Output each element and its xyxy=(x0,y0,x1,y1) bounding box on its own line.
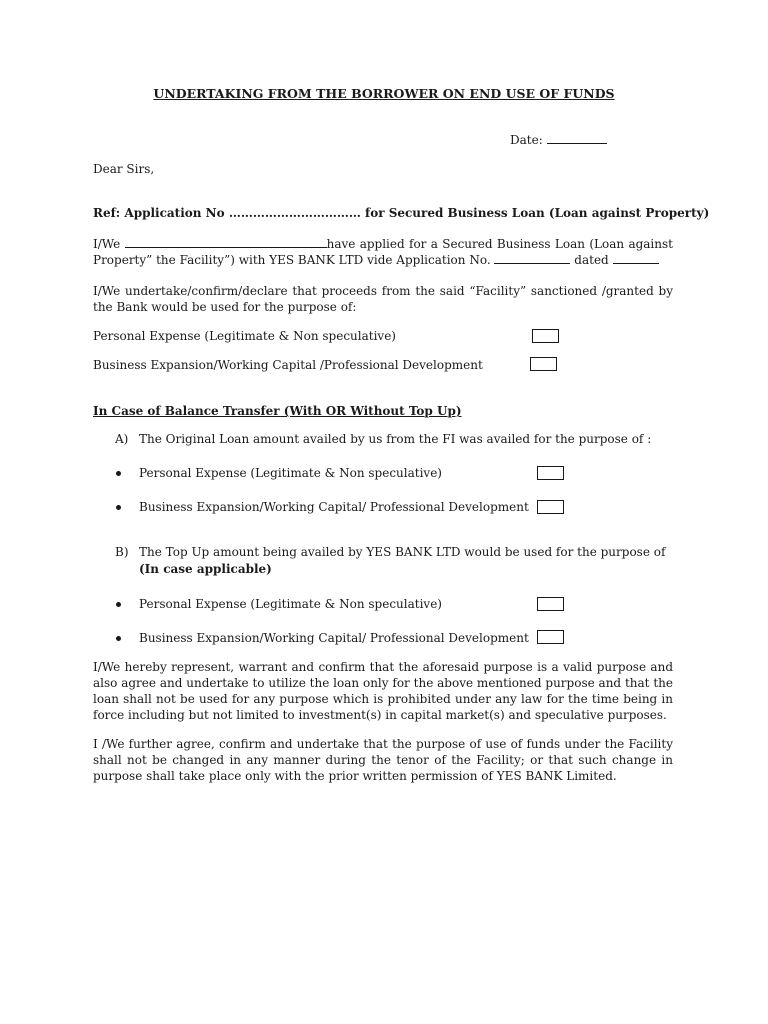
section-b-personal-checkbox[interactable] xyxy=(537,597,564,611)
section-b-text: The Top Up amount being availed by YES BANK LTD would be used for the purpose of xyxy=(139,545,666,559)
salutation: Dear Sirs, xyxy=(93,162,155,176)
dated-blank[interactable] xyxy=(613,252,659,264)
bullet-a1 xyxy=(116,471,121,476)
ref-suffix: for Secured Business Loan (Loan against Property) xyxy=(365,206,710,220)
representation-paragraph: I/We hereby represent, warrant and confirm that the aforesaid purpose is a valid purpose and also agree and undertake to utilize the loan only for the above mentioned purpose and that the loan shall not be used for any purpose which is prohibited under any law for the time being in force including but not limited to investment(s) in capital market(s) and speculative purposes. xyxy=(93,660,673,722)
bullet-b2 xyxy=(116,636,121,641)
section-a-item-personal: Personal Expense (Legitimate & Non speculative) xyxy=(139,466,442,480)
section-a-item-business: Business Expansion/Working Capital/ Professional Development xyxy=(139,500,529,514)
bullet-a2 xyxy=(116,505,121,510)
purpose-business-label: Business Expansion/Working Capital /Professional Development xyxy=(93,358,483,372)
ref-prefix: Ref: Application No xyxy=(93,206,225,220)
date-label: Date: xyxy=(510,133,543,147)
section-b-business-checkbox[interactable] xyxy=(537,630,564,644)
section-a-personal-checkbox[interactable] xyxy=(537,466,564,480)
borrower-paragraph xyxy=(93,236,673,268)
borrower-name-blank[interactable] xyxy=(125,236,327,248)
para1-dated: dated xyxy=(574,253,609,267)
section-a-business-checkbox[interactable] xyxy=(537,500,564,514)
application-number-blank[interactable] xyxy=(494,252,570,264)
purpose-business-checkbox[interactable] xyxy=(530,357,557,371)
section-b-item-business: Business Expansion/Working Capital/ Professional Development xyxy=(139,631,529,645)
para1-mid: have applied for a Secured Business Loan (Loan against Property” the Facility”) with YES BANK LTD vide Application No. xyxy=(93,237,673,267)
section-a-text: The Original Loan amount availed by us from the FI was availed for the purpose of : xyxy=(139,432,652,446)
reference-line xyxy=(93,206,709,220)
date-blank[interactable] xyxy=(547,132,607,144)
balance-transfer-heading: In Case of Balance Transfer (With OR Without Top Up) xyxy=(93,404,462,418)
purpose-personal-label: Personal Expense (Legitimate & Non speculative) xyxy=(93,329,396,343)
date-line xyxy=(510,132,607,147)
section-a-marker: A) xyxy=(115,432,129,446)
agreement-paragraph: I /We further agree, confirm and undertake that the purpose of use of funds under the Facility shall not be changed in any manner during the tenor of the Facility; or that such change in purpose shall take place only with the prior written permission of YES BANK Limited. xyxy=(93,737,673,783)
bullet-b1 xyxy=(116,602,121,607)
section-b-note: (In case applicable) xyxy=(139,562,272,576)
section-b-marker: B) xyxy=(115,545,129,559)
ref-dots: …………………………… xyxy=(228,206,361,220)
section-b-item-personal: Personal Expense (Legitimate & Non speculative) xyxy=(139,597,442,611)
document-title: UNDERTAKING FROM THE BORROWER ON END USE OF FUNDS xyxy=(153,86,615,101)
para1-start: I/We xyxy=(93,237,121,251)
undertaking-paragraph: I/We undertake/confirm/declare that proceeds from the said “Facility” sanctioned /granted by the Bank would be used for the purpose of: xyxy=(93,284,673,314)
purpose-personal-checkbox[interactable] xyxy=(532,329,559,343)
